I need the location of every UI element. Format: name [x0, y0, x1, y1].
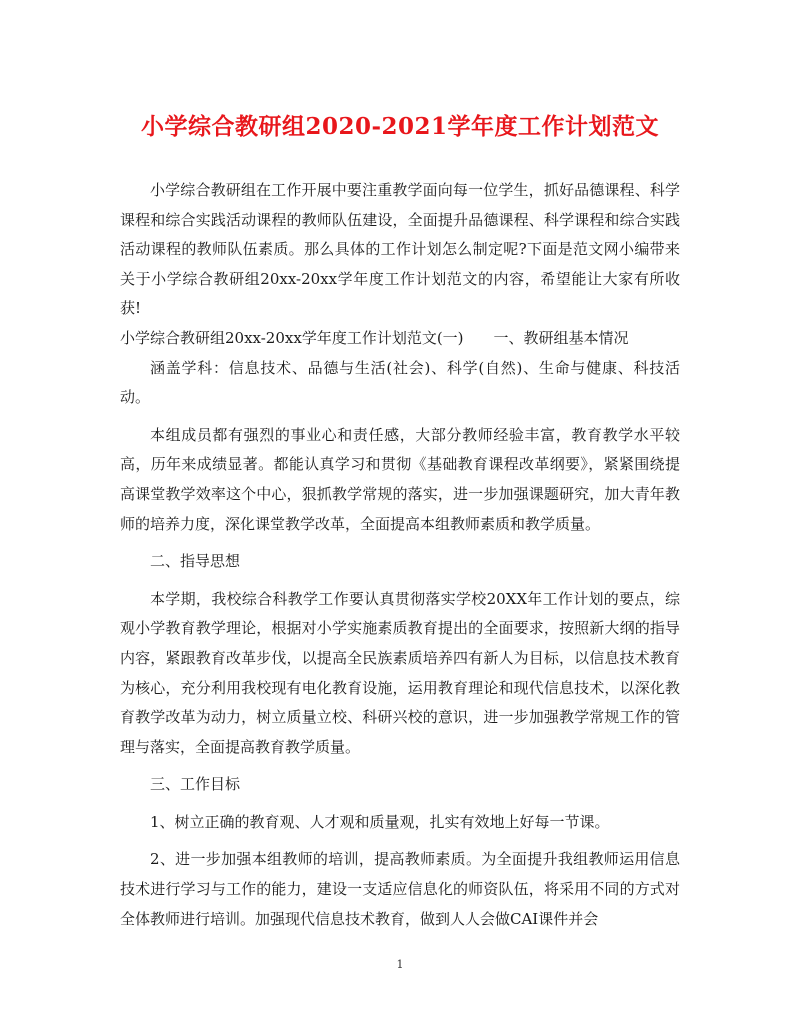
intro-paragraph: 小学综合教研组在工作开展中要注重教学面向每一位学生，抓好品德课程、科学课程和综合实践活动课程的教师队伍建设，全面提升品德课程、科学课程和综合实践活动课程的教师队伍素质。那么具体的工作计划怎么制定呢?下面是范文网小编带来关于小学综合教研组20xx-20xx学年度工作计划范文的内容，希望能让大家有所收获!	[120, 181, 680, 318]
document-body	[120, 176, 680, 934]
section-heading-overview: 小学综合教研组20xx-20xx学年度工作计划范文(一) 一、教研组基本情况	[120, 328, 629, 347]
members-paragraph: 本组成员都有强烈的事业心和责任感，大部分教师经验丰富，教育教学水平较高，历年来成绩显著。都能认真学习和贯彻《基础教育课程改革纲要》，紧紧围绕提高课堂教学效率这个中心，狠抓教学常规的落实，进一步加强课题研究，加大青年教师的培养力度，深化课堂教学改革，全面提高本组教师素质和教学质量。	[120, 425, 680, 533]
document-title: 小学综合教研组2020-2021学年度工作计划范文	[140, 113, 660, 140]
section-heading-work-goals: 三、工作目标	[150, 775, 241, 794]
section-heading-guiding-ideology: 二、指导思想	[150, 552, 241, 571]
guiding-ideology-paragraph: 本学期，我校综合科教学工作要认真贯彻落实学校20XX年工作计划的要点，综观小学教育教学理论，根据对小学实施素质教育提出的全面要求，按照新大纲的指导内容，紧跟教育改革步伐，以提高全民族素质培养四有新人为目标，以信息技术教育为核心，充分利用我校现有电化教育设施，运用教育理论和现代信息技术，以深化教育教学改革为动力，树立质量立校、科研兴校的意识，进一步加强教学常规工作的管理与落实，全面提高教育教学质量。	[120, 589, 680, 756]
goal-item-1: 1、树立正确的教育观、人才观和质量观，扎实有效地上好每一节课。	[150, 812, 610, 831]
page-number: 1	[396, 958, 404, 971]
goal-item-2: 2、进一步加强本组教师的培训，提高教师素质。为全面提升我组教师运用信息技术进行学习与工作的能力，建设一支适应信息化的师资队伍，将采用不同的方式对全体教师进行培训。加强现代信息技术教育，做到人人会做CAI课件并会	[120, 850, 680, 928]
subjects-paragraph: 涵盖学科：信息技术、品德与生活(社会)、科学(自然)、生命与健康、科技活动。	[120, 358, 680, 407]
